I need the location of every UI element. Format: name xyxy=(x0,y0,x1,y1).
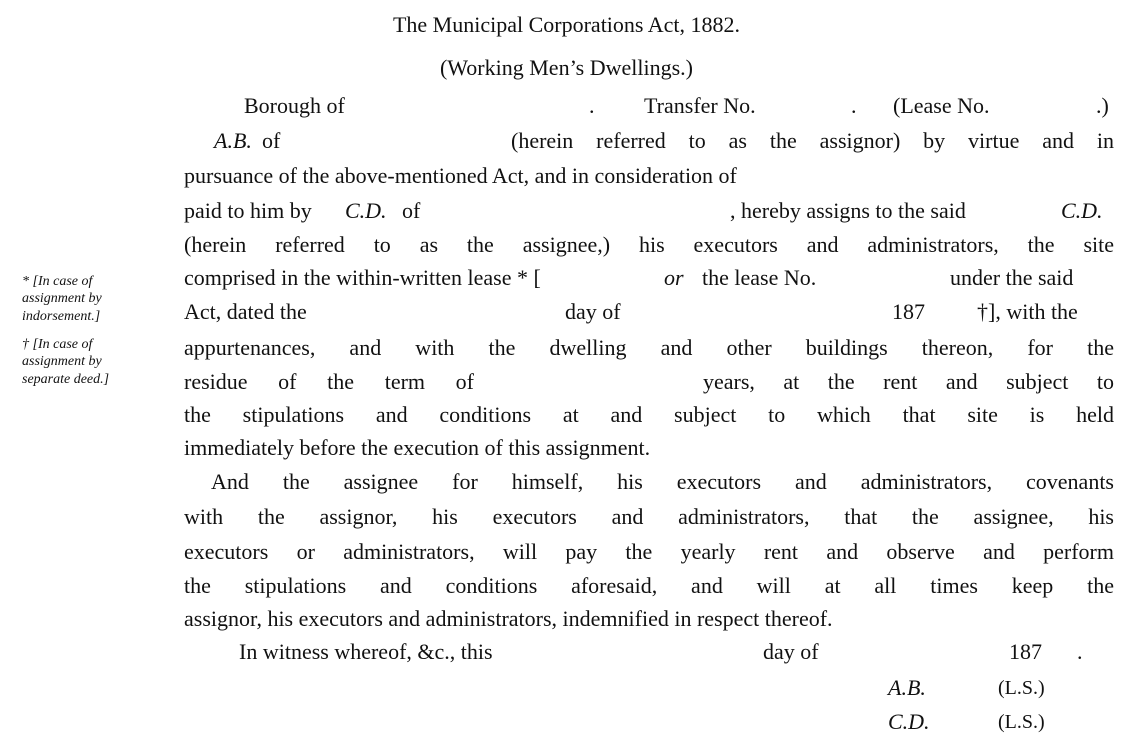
years-text: years, at the rent and subject to xyxy=(703,369,1114,394)
margin-note-line: † [In case of xyxy=(22,337,93,352)
day-of-text: day of xyxy=(565,299,621,324)
para2-line2: with the assignor, his executors and administrators, that the assignee, his xyxy=(184,504,1114,529)
signature-name: C.D. xyxy=(888,709,930,734)
margin-note-line: assignment by xyxy=(22,291,102,306)
document-subtitle: (Working Men’s Dwellings.) xyxy=(439,55,694,80)
borough-label: Borough of xyxy=(244,93,345,118)
paid-to-text: paid to him by xyxy=(184,198,312,223)
para1-line9: the stipulations and conditions at and subject to which that site is held xyxy=(184,402,1114,427)
para1-line2: pursuance of the above-mentioned Act, and in consideration of xyxy=(184,163,737,188)
para2-line4: the stipulations and conditions aforesaid, and will at all times keep the xyxy=(184,573,1114,598)
assignee-name: C.D. xyxy=(345,198,387,223)
para1-line4: (herein referred to as the assignee,) his executors and administrators, the site xyxy=(184,232,1114,257)
witness-line xyxy=(0,639,1133,665)
witness-year: 187 xyxy=(1009,639,1042,664)
para1-line1 xyxy=(0,128,1133,154)
year-text: 187 xyxy=(892,299,925,324)
borough-line xyxy=(0,93,1133,119)
para2-line5: assignor, his executors and administrators, indemnified in respect thereof. xyxy=(184,606,833,631)
or-text: or xyxy=(664,265,684,290)
witness-text: In witness whereof, &c., this xyxy=(239,639,493,664)
borough-dot: . xyxy=(589,93,595,118)
para1-line10: immediately before the execution of this assignment. xyxy=(184,435,651,460)
witness-dot: . xyxy=(1077,639,1083,664)
para2-line3: executors or administrators, will pay the yearly rent and observe and perform xyxy=(184,539,1114,564)
assigns-text: , hereby assigns to the said xyxy=(730,198,966,223)
transfer-label: Transfer No. xyxy=(644,93,756,118)
assignee-of: of xyxy=(402,198,421,223)
lease-label: (Lease No. xyxy=(893,93,990,118)
seal-mark: (L.S.) xyxy=(998,711,1045,733)
lease-close: .) xyxy=(1096,93,1109,118)
dated-text: Act, dated the xyxy=(184,299,307,324)
lease-no-text: the lease No. xyxy=(702,265,817,290)
seal-mark: (L.S.) xyxy=(998,677,1045,699)
with-the-text: †], with the xyxy=(977,299,1078,324)
under-said-text: under the said xyxy=(950,265,1074,290)
witness-day-of: day of xyxy=(763,639,819,664)
margin-note-line: indorsement.] xyxy=(22,309,101,324)
transfer-dot: . xyxy=(851,93,857,118)
term-text: residue of the term of xyxy=(184,369,474,394)
margin-note-line: assignment by xyxy=(22,354,102,369)
signature-name: A.B. xyxy=(888,675,926,700)
para2-line1: And the assignee for himself, his executors and administrators, covenants xyxy=(211,469,1114,494)
para1-line7: appurtenances, and with the dwelling and other buildings thereon, for the xyxy=(184,335,1114,360)
lease-comprised-text: comprised in the within-written lease * [ xyxy=(184,265,541,290)
assignee-name-2: C.D. xyxy=(1061,198,1103,223)
assignor-name: A.B. xyxy=(214,128,252,153)
margin-note-line: * [In case of xyxy=(22,274,93,289)
assignor-of: of xyxy=(262,128,281,153)
signature-row xyxy=(0,709,1133,735)
margin-note-line: separate deed.] xyxy=(22,372,110,387)
signature-row xyxy=(0,675,1133,701)
para1-line3 xyxy=(0,198,1133,224)
document-title: The Municipal Corporations Act, 1882. xyxy=(392,12,741,37)
assignor-clause: (herein referred to as the assignor) by virtue and in xyxy=(511,128,1114,153)
